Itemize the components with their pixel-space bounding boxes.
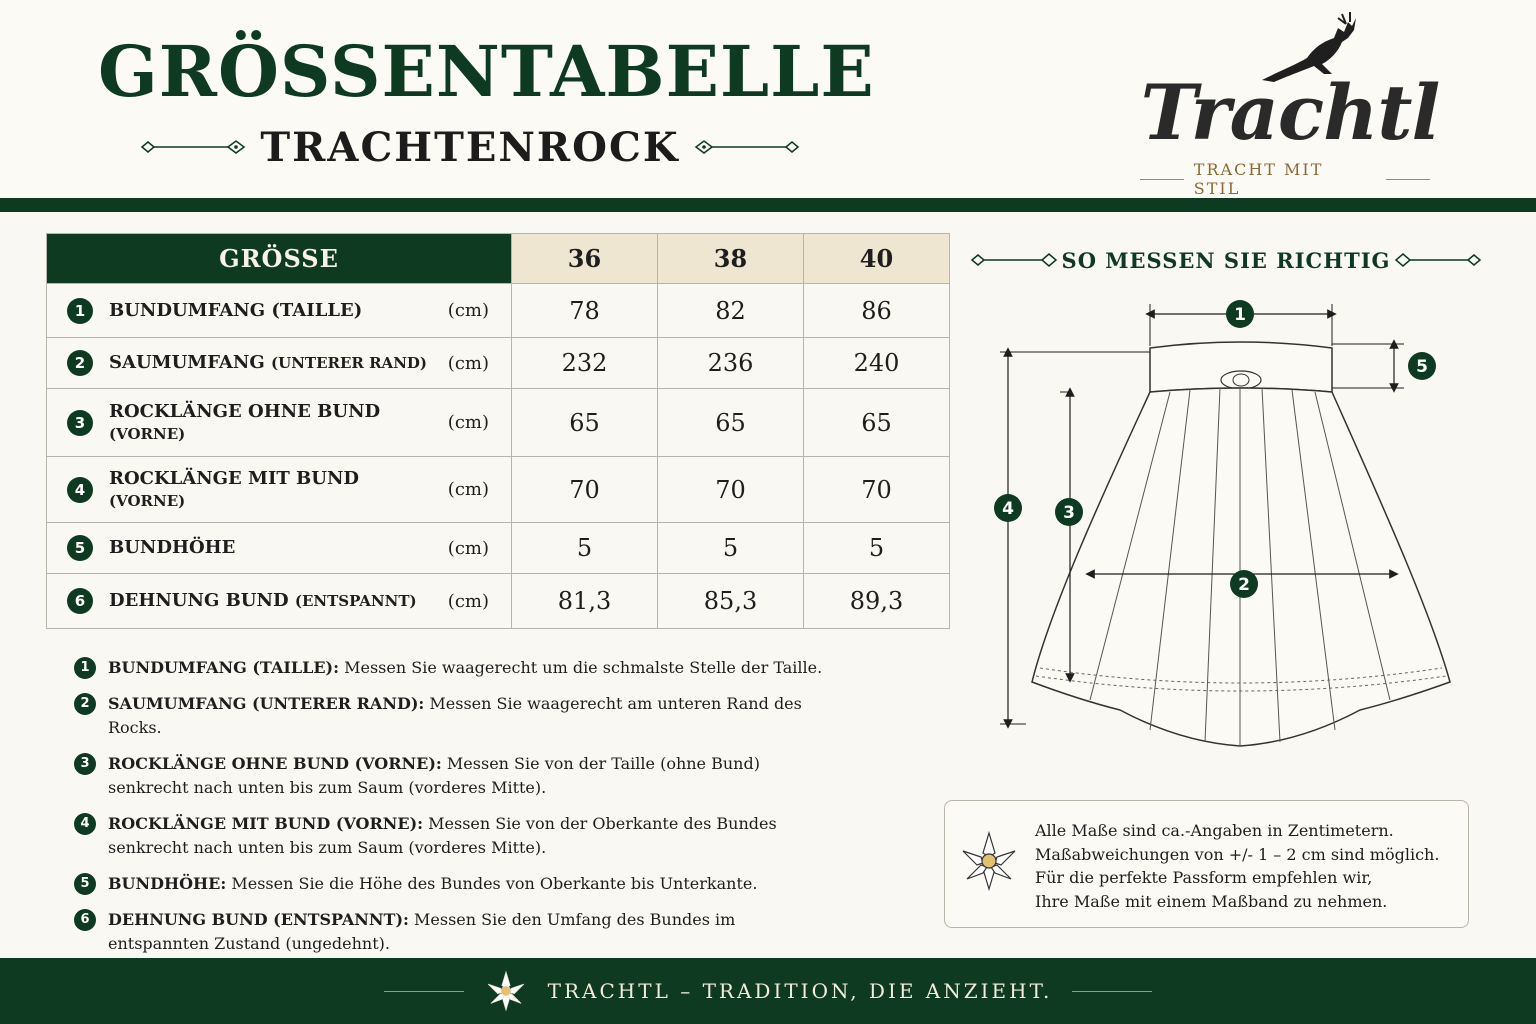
table-cell: 5 — [804, 523, 950, 574]
note-term: BUNDUMFANG (TAILLE): — [108, 658, 340, 677]
header-divider-bar — [0, 198, 1536, 212]
note-term: BUNDHÖHE: — [108, 874, 227, 893]
note-text: Messen Sie den Umfang des Bundes im entspannten Zustand (ungedehnt). — [108, 910, 736, 953]
info-line: Für die perfekte Passform empfehlen wir, — [1035, 868, 1373, 887]
unit-label: (cm) — [447, 590, 489, 612]
size-header: 40 — [804, 234, 950, 284]
info-box — [944, 800, 1469, 928]
footer-slogan: TRACHTL – TRADITION, DIE ANZIEHT. — [547, 979, 1053, 1003]
number-badge: 5 — [74, 873, 96, 895]
table-cell: 85,3 — [658, 574, 804, 629]
measurement-notes — [74, 656, 834, 968]
row-label: ROCKLÄNGE OHNE BUND (VORNE) — [109, 400, 381, 443]
number-badge: 1 — [74, 657, 96, 679]
table-row — [47, 574, 950, 629]
table-cell: 89,3 — [804, 574, 950, 629]
divider — [1140, 179, 1184, 180]
table-cell: 232 — [512, 338, 658, 389]
info-line: Maßabweichungen von +/- 1 – 2 cm sind möglich. — [1035, 844, 1440, 864]
edelweiss-icon — [961, 829, 1017, 893]
page-title: GRÖSSENTABELLE — [98, 30, 875, 113]
unit-label: (cm) — [447, 352, 489, 374]
marker-label: 5 — [1416, 357, 1428, 377]
size-table — [46, 233, 950, 629]
size-header: 36 — [512, 234, 658, 284]
logo-tagline-text: TRACHT MIT STIL — [1193, 160, 1324, 198]
table-cell: 70 — [804, 457, 950, 523]
header — [0, 0, 1536, 198]
note-text: Messen Sie die Höhe des Bundes von Oberkante bis Unterkante. — [231, 874, 758, 893]
size-header: 38 — [658, 234, 804, 284]
number-badge: 2 — [74, 693, 96, 715]
ornament-icon — [970, 253, 1058, 267]
divider — [384, 991, 464, 992]
row-label-cell — [47, 574, 512, 629]
skirt-diagram — [980, 290, 1460, 760]
table-cell: 240 — [804, 338, 950, 389]
row-label-cell — [47, 523, 512, 574]
measure-title: SO MESSEN SIE RICHTIG — [1061, 247, 1391, 273]
divider — [1072, 991, 1152, 992]
number-badge: 4 — [67, 477, 93, 503]
table-cell: 81,3 — [512, 574, 658, 629]
number-badge: 5 — [67, 535, 93, 561]
info-text — [1035, 819, 1439, 913]
note-text: Messen Sie von der Taille (ohne Bund) senkrecht nach unten bis zum Saum (vorderes Mitte). — [108, 754, 760, 797]
number-badge: 3 — [67, 410, 93, 436]
table-row — [47, 457, 950, 523]
edelweiss-icon — [484, 969, 528, 1013]
divider — [1386, 179, 1430, 180]
row-label: BUNDUMFANG (TAILLE) — [109, 299, 363, 321]
note-term: ROCKLÄNGE MIT BUND (VORNE): — [108, 814, 424, 833]
list-item — [74, 656, 834, 680]
row-label-cell — [47, 389, 512, 457]
marker-label: 2 — [1238, 575, 1250, 595]
info-line: Ihre Maße mit einem Maßband zu nehmen. — [1035, 891, 1388, 911]
table-cell: 70 — [512, 457, 658, 523]
ornament-icon — [140, 140, 248, 154]
table-cell: 65 — [804, 389, 950, 457]
note-text: Messen Sie waagerecht am unteren Rand des Rocks. — [108, 694, 802, 737]
table-cell: 78 — [512, 284, 658, 338]
list-item — [74, 812, 834, 860]
number-badge: 3 — [74, 753, 96, 775]
list-item — [74, 872, 834, 896]
list-item — [74, 908, 834, 956]
ornament-icon — [1394, 253, 1482, 267]
number-badge: 6 — [67, 588, 93, 614]
table-cell: 82 — [658, 284, 804, 338]
unit-label: (cm) — [447, 300, 489, 321]
row-label-cell — [47, 284, 512, 338]
row-label: DEHNUNG BUND (ENTSPANNT) — [109, 590, 417, 611]
table-cell: 5 — [658, 523, 804, 574]
table-cell: 65 — [512, 389, 658, 457]
brand-logo — [1140, 8, 1440, 198]
info-line: Alle Maße sind ca.-Angaben in Zentimetern. — [1035, 821, 1394, 840]
logo-tagline — [1140, 160, 1430, 198]
number-badge: 1 — [67, 298, 93, 324]
note-text: Messen Sie von der Oberkante des Bundes senkrecht nach unten bis zum Saum (vorderes Mitte). — [108, 814, 777, 857]
table-row — [47, 389, 950, 457]
number-badge: 2 — [67, 350, 93, 376]
row-label: ROCKLÄNGE MIT BUND (VORNE) — [109, 467, 360, 510]
unit-label: (cm) — [447, 479, 489, 500]
table-header-label: GRÖSSE — [47, 234, 512, 284]
table-row — [47, 338, 950, 389]
list-item — [74, 752, 834, 800]
number-badge: 6 — [74, 909, 96, 931]
number-badge: 4 — [74, 813, 96, 835]
row-label-cell — [47, 457, 512, 523]
table-row — [47, 523, 950, 574]
table-header-row — [47, 234, 950, 284]
marker-label: 3 — [1063, 503, 1075, 523]
row-label-cell — [47, 338, 512, 389]
note-term: SAUMUMFANG (UNTERER RAND): — [108, 694, 425, 713]
marker-label: 1 — [1234, 305, 1246, 325]
table-cell: 86 — [804, 284, 950, 338]
table-cell: 236 — [658, 338, 804, 389]
note-term: ROCKLÄNGE OHNE BUND (VORNE): — [108, 754, 442, 773]
unit-label: (cm) — [447, 412, 489, 433]
footer — [0, 958, 1536, 1024]
table-cell: 70 — [658, 457, 804, 523]
ornament-icon — [692, 140, 800, 154]
logo-wordmark: Trachtl — [1140, 68, 1440, 157]
page-subtitle: TRACHTENROCK — [260, 123, 680, 171]
note-text: Messen Sie waagerecht um die schmalste Stelle der Taille. — [344, 658, 823, 677]
table-row — [47, 284, 950, 338]
row-label: SAUMUMFANG (UNTERER RAND) — [109, 352, 428, 373]
table-cell: 5 — [512, 523, 658, 574]
unit-label: (cm) — [447, 537, 489, 559]
row-label: BUNDHÖHE — [109, 537, 236, 558]
marker-label: 4 — [1002, 499, 1014, 519]
table-cell: 65 — [658, 389, 804, 457]
list-item — [74, 692, 834, 740]
note-term: DEHNUNG BUND (ENTSPANNT): — [108, 910, 409, 929]
subtitle-row — [140, 122, 800, 172]
measure-heading — [970, 244, 1482, 276]
